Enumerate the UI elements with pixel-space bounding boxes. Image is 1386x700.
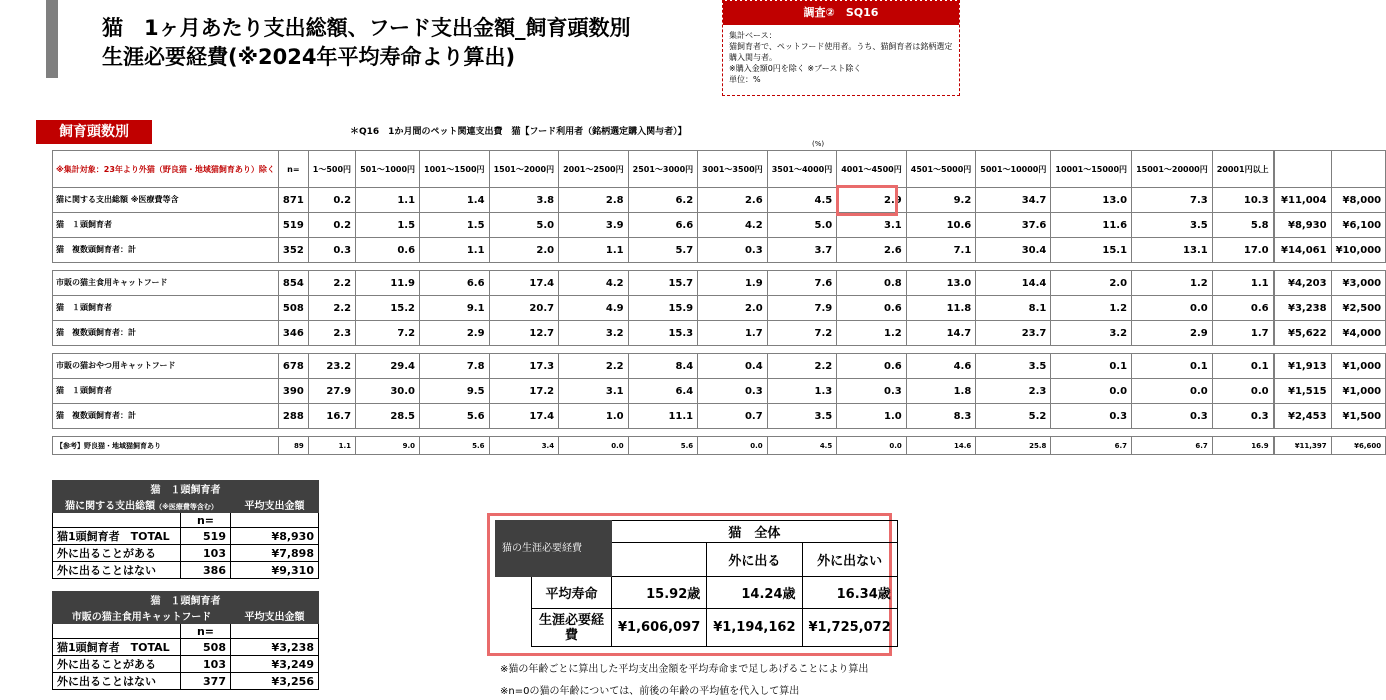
value-cell: 15.3 [628, 321, 698, 346]
corner-label: 猫の生涯必要経費 [496, 521, 612, 577]
value-cell: 3.5 [976, 354, 1051, 379]
value-cell: 16.9 [1212, 437, 1273, 455]
value-cell: 2.2 [308, 271, 355, 296]
value-cell: 25.8 [976, 437, 1051, 455]
value-cell: 2.6 [837, 238, 907, 263]
value-cell: 0.1 [1212, 354, 1273, 379]
value-cell: 7.9 [767, 296, 837, 321]
value-cell: 1.2 [837, 321, 907, 346]
table-row [53, 437, 1386, 455]
table-row [53, 271, 1386, 296]
spacer [53, 263, 1386, 271]
median-cell: ¥6,100 [1331, 213, 1386, 238]
table-row [53, 639, 319, 656]
value-cell: 0.3 [1051, 404, 1132, 429]
page-title [102, 14, 630, 72]
highlight-box [836, 185, 898, 216]
row-label: 【参考】野良猫・地域猫飼育あり [53, 437, 279, 455]
column-header: 15001～20000円 [1132, 151, 1213, 188]
blank-cell [496, 577, 532, 609]
value-cell: 5.0 [489, 213, 559, 238]
n-cell: 390 [278, 379, 308, 404]
value-cell: 0.0 [1051, 379, 1132, 404]
survey-line: 単位：% [729, 75, 761, 84]
value-cell: 34.7 [976, 188, 1051, 213]
value-cell: 2.3 [976, 379, 1051, 404]
value-cell: 7.1 [906, 238, 976, 263]
footnote: ※n=0の猫の年齢については、前後の年齢の平均値を代入して算出 [500, 686, 800, 697]
value-cell: 0.4 [698, 354, 768, 379]
value-cell: 14.24歳 [707, 577, 802, 609]
value-cell: 3.8 [489, 188, 559, 213]
section-label: 飼育頭数別 [36, 120, 152, 144]
value-cell: 4.2 [698, 213, 768, 238]
n-cell: 508 [278, 296, 308, 321]
value-cell: 30.4 [976, 238, 1051, 263]
title-line-1: 猫 1ヶ月あたり支出総額、フード支出金額_飼育頭数別 [102, 16, 631, 40]
value-cell: 10.6 [906, 213, 976, 238]
avg-cell: ¥3,249 [231, 656, 319, 673]
n-cell: 678 [278, 354, 308, 379]
value-cell: 14.7 [906, 321, 976, 346]
table-row [53, 213, 1386, 238]
value-cell: 3.9 [559, 213, 629, 238]
value-cell: 4.6 [906, 354, 976, 379]
value-cell: 2.8 [559, 188, 629, 213]
value-cell: 0.0 [1132, 296, 1213, 321]
value-cell: 0.6 [1212, 296, 1273, 321]
value-cell: 0.8 [837, 271, 907, 296]
value-cell: 7.3 [1132, 188, 1213, 213]
value-cell: 0.0 [698, 437, 768, 455]
value-cell: 2.2 [308, 296, 355, 321]
table-subtitle: 市販の猫主食用キャットフード [53, 608, 231, 624]
column-header: 2001～2500円 [559, 151, 629, 188]
value-cell: 5.6 [420, 404, 490, 429]
value-cell: 1.9 [698, 271, 768, 296]
value-cell: 6.2 [628, 188, 698, 213]
row-label: 猫1頭飼育者 TOTAL [53, 639, 181, 656]
col-header-out: 外に出る [707, 543, 802, 577]
row-label: 猫 １頭飼育者 [53, 379, 279, 404]
single-cat-total-spending-table [52, 480, 319, 579]
column-header: 20001円以上 [1212, 151, 1273, 188]
row-label: 猫1頭飼育者 TOTAL [53, 528, 181, 545]
survey-line: 集計ベース： [729, 31, 777, 40]
row-label: 猫 １頭飼育者 [53, 296, 279, 321]
n-header: n= [181, 513, 231, 528]
footnote: ※猫の年齢ごとに算出した平均支出金額を平均寿命まで足しあげることにより算出 [500, 664, 869, 675]
empty-cell [53, 624, 181, 639]
row-label: 市販の猫おやつ用キャットフード [53, 354, 279, 379]
blank-cell [496, 609, 532, 647]
value-cell: 15.7 [628, 271, 698, 296]
value-cell: 4.9 [559, 296, 629, 321]
value-cell: 2.0 [1051, 271, 1132, 296]
value-cell: 0.3 [1212, 404, 1273, 429]
value-cell: 13.0 [1051, 188, 1132, 213]
spacer [53, 346, 1386, 354]
value-cell: 0.3 [837, 379, 907, 404]
avg-cell: ¥2,453 [1274, 404, 1331, 429]
value-cell: 20.7 [489, 296, 559, 321]
value-cell: 11.8 [906, 296, 976, 321]
value-cell: 17.3 [489, 354, 559, 379]
n-cell: 854 [278, 271, 308, 296]
table-row [53, 404, 1386, 429]
value-cell: 14.4 [976, 271, 1051, 296]
median-cell: ¥3,000 [1331, 271, 1386, 296]
avg-cell: ¥5,622 [1274, 321, 1331, 346]
value-cell: 1.0 [559, 404, 629, 429]
value-cell: 8.3 [906, 404, 976, 429]
median-cell: ¥10,000 [1331, 238, 1386, 263]
table-title: 猫 １頭飼育者 [53, 592, 319, 608]
value-cell: 0.0 [837, 437, 907, 455]
n-cell: 103 [181, 545, 231, 562]
column-header: 5001～10000円 [976, 151, 1051, 188]
column-header: 4501～5000円 [906, 151, 976, 188]
n-header: n= [278, 151, 308, 188]
value-cell: 3.7 [767, 238, 837, 263]
lifetime-cost-table [495, 520, 898, 647]
row-label: 外に出ることはない [53, 673, 181, 690]
value-cell: 6.7 [1132, 437, 1213, 455]
avg-cell: ¥3,256 [231, 673, 319, 690]
value-cell: 4.2 [559, 271, 629, 296]
title-accent-bar [46, 0, 58, 78]
table-row [53, 354, 1386, 379]
n-cell: 103 [181, 656, 231, 673]
value-cell: 11.6 [1051, 213, 1132, 238]
value-cell: 15.92歳 [612, 577, 707, 609]
value-cell: 0.1 [1051, 354, 1132, 379]
table-row [53, 673, 319, 690]
n-cell: 386 [181, 562, 231, 579]
row-label: 猫に関する支出総額 ※医療費等含 [53, 188, 279, 213]
value-cell: 0.0 [559, 437, 629, 455]
separator [53, 346, 1386, 354]
survey-line: ※購入金額0円を除く ※ブースト除く [729, 64, 862, 73]
value-cell: 17.2 [489, 379, 559, 404]
avg-cell: ¥1,515 [1274, 379, 1331, 404]
value-cell: 1.1 [356, 188, 420, 213]
value-cell: ¥1,194,162 [707, 609, 802, 647]
row-label: 外に出ることがある [53, 656, 181, 673]
value-cell: 6.7 [1051, 437, 1132, 455]
value-cell: 16.34歳 [802, 577, 897, 609]
value-cell: 0.3 [1132, 404, 1213, 429]
group-header: 猫 全体 [612, 521, 898, 543]
column-header: 10001～15000円 [1051, 151, 1132, 188]
median-cell: ¥4,000 [1331, 321, 1386, 346]
value-cell: 14.6 [906, 437, 976, 455]
value-cell: 13.0 [906, 271, 976, 296]
table-subtitle [53, 497, 231, 513]
value-cell: 7.8 [420, 354, 490, 379]
avg-cell: ¥4,203 [1274, 271, 1331, 296]
survey-line: 猫飼育者で、ペットフード使用者。うち、猫飼育者は銘柄選定購入関与者。 [729, 42, 953, 62]
value-cell: 6.4 [628, 379, 698, 404]
survey-description [723, 25, 959, 90]
row-label: 猫 複数頭飼育者：計 [53, 238, 279, 263]
value-cell: 2.9 [420, 321, 490, 346]
value-cell: 1.7 [1212, 321, 1273, 346]
row-label: 外に出ることがある [53, 545, 181, 562]
value-cell: 2.3 [308, 321, 355, 346]
avg-cell: ¥8,930 [1274, 213, 1331, 238]
empty-cell [231, 513, 319, 528]
avg-cell: ¥11,397 [1274, 437, 1331, 455]
row-label: 猫 複数頭飼育者：計 [53, 404, 279, 429]
value-cell: 1.1 [1212, 271, 1273, 296]
value-cell: 3.2 [1051, 321, 1132, 346]
value-cell: 1.4 [420, 188, 490, 213]
sample-note: ※集計対象：23年より外猫（野良猫・地域猫飼育あり）除く [53, 151, 279, 188]
survey-label: 調査② SQ16 [723, 1, 959, 25]
n-cell: 288 [278, 404, 308, 429]
value-cell: 0.3 [308, 238, 355, 263]
column-header: 2501～3000円 [628, 151, 698, 188]
value-cell: 10.3 [1212, 188, 1273, 213]
value-cell: 1.2 [1132, 271, 1213, 296]
value-cell: 30.0 [356, 379, 420, 404]
value-cell: 0.0 [1132, 379, 1213, 404]
value-cell: 9.1 [420, 296, 490, 321]
subtitle-note: （※医療費等含む） [155, 503, 218, 511]
column-header: 3501～4000円 [767, 151, 837, 188]
value-cell: 12.7 [489, 321, 559, 346]
column-header: 501～1000円 [356, 151, 420, 188]
row-label-lifespan: 平均寿命 [532, 577, 612, 609]
value-cell: 13.1 [1132, 238, 1213, 263]
value-cell: 3.2 [559, 321, 629, 346]
value-cell: 9.5 [420, 379, 490, 404]
avg-cell: ¥1,913 [1274, 354, 1331, 379]
value-cell: 5.7 [628, 238, 698, 263]
value-cell: 16.7 [308, 404, 355, 429]
row-label: 猫 複数頭飼育者：計 [53, 321, 279, 346]
value-cell: 1.8 [906, 379, 976, 404]
spending-by-household-table [52, 150, 1386, 455]
value-cell: 0.6 [837, 296, 907, 321]
value-cell: 17.4 [489, 404, 559, 429]
value-cell: 3.4 [489, 437, 559, 455]
row-label: 市販の猫主食用キャットフード [53, 271, 279, 296]
n-cell: 519 [181, 528, 231, 545]
value-cell: 6.6 [420, 271, 490, 296]
value-cell: 1.2 [1051, 296, 1132, 321]
median-cell: ¥1,500 [1331, 404, 1386, 429]
value-cell: 17.0 [1212, 238, 1273, 263]
table-row [53, 545, 319, 562]
avg-cell: ¥11,004 [1274, 188, 1331, 213]
subtitle-text: 猫に関する支出総額 [65, 501, 156, 512]
value-cell: 29.4 [356, 354, 420, 379]
value-cell: 8.4 [628, 354, 698, 379]
empty-cell [53, 513, 181, 528]
header-row [53, 151, 1386, 188]
value-cell: 1.3 [767, 379, 837, 404]
value-cell: 7.6 [767, 271, 837, 296]
value-cell: 28.5 [356, 404, 420, 429]
value-cell: ¥1,725,072 [802, 609, 897, 647]
table-title: 猫 １頭飼育者 [53, 481, 319, 497]
n-cell: 352 [278, 238, 308, 263]
value-cell: 27.9 [308, 379, 355, 404]
value-cell: 0.0 [1212, 379, 1273, 404]
spacer [53, 429, 1386, 437]
value-cell: 0.1 [1132, 354, 1213, 379]
value-cell: 0.3 [698, 379, 768, 404]
n-cell: 89 [278, 437, 308, 455]
value-cell: 15.1 [1051, 238, 1132, 263]
title-line-2: 生涯必要経費(※2024年平均寿命より算出) [102, 45, 516, 69]
value-cell: 2.6 [698, 188, 768, 213]
value-cell: 5.8 [1212, 213, 1273, 238]
value-cell: 2.2 [559, 354, 629, 379]
value-cell: 15.9 [628, 296, 698, 321]
table-row [53, 379, 1386, 404]
median-header: 中央値 [1331, 151, 1386, 188]
value-cell: 3.5 [767, 404, 837, 429]
table-row [53, 238, 1386, 263]
table-row [53, 188, 1386, 213]
survey-info-box [722, 0, 960, 96]
median-cell: ¥8,000 [1331, 188, 1386, 213]
n-cell: 871 [278, 188, 308, 213]
n-cell: 519 [278, 213, 308, 238]
value-cell: 1.0 [837, 404, 907, 429]
value-cell: 11.9 [356, 271, 420, 296]
single-cat-food-spending-table [52, 591, 319, 690]
value-cell: 1.5 [356, 213, 420, 238]
value-cell: 7.2 [767, 321, 837, 346]
table-row [53, 321, 1386, 346]
value-cell: 11.1 [628, 404, 698, 429]
avg-cell: ¥14,061 [1274, 238, 1331, 263]
value-cell: 0.2 [308, 188, 355, 213]
value-cell: 2.2 [767, 354, 837, 379]
avg-cell: ¥3,238 [1274, 296, 1331, 321]
value-cell: 2.0 [698, 296, 768, 321]
value-cell: 9.0 [356, 437, 420, 455]
value-cell: 0.3 [698, 238, 768, 263]
row-label: 外に出ることはない [53, 562, 181, 579]
value-cell: 3.1 [559, 379, 629, 404]
value-cell: ¥1,606,097 [612, 609, 707, 647]
table-row [53, 528, 319, 545]
avg-header: 平均支出金額 [231, 497, 319, 513]
value-cell: 9.2 [906, 188, 976, 213]
value-cell: 5.0 [767, 213, 837, 238]
value-cell: 0.7 [698, 404, 768, 429]
median-cell: ¥1,000 [1331, 354, 1386, 379]
value-cell: 23.7 [976, 321, 1051, 346]
table-row [53, 656, 319, 673]
n-cell: 508 [181, 639, 231, 656]
table-row [53, 562, 319, 579]
row-label-lifetime-cost: 生涯必要経費 [532, 609, 612, 647]
avg-header: 平均支出金額 [1274, 151, 1331, 188]
value-cell: 3.1 [837, 213, 907, 238]
avg-cell: ¥8,930 [231, 528, 319, 545]
value-cell: 3.5 [1132, 213, 1213, 238]
value-cell: 5.2 [976, 404, 1051, 429]
value-cell: 17.4 [489, 271, 559, 296]
value-cell: 5.6 [420, 437, 490, 455]
avg-cell: ¥7,898 [231, 545, 319, 562]
n-header: n= [181, 624, 231, 639]
n-cell: 346 [278, 321, 308, 346]
value-cell: 15.2 [356, 296, 420, 321]
column-header: 1～500円 [308, 151, 355, 188]
value-cell: 1.1 [308, 437, 355, 455]
n-cell: 377 [181, 673, 231, 690]
row-label: 猫 １頭飼育者 [53, 213, 279, 238]
value-cell: 0.6 [837, 354, 907, 379]
median-cell: ¥2,500 [1331, 296, 1386, 321]
value-cell: 0.6 [356, 238, 420, 263]
separator [53, 429, 1386, 437]
value-cell: 8.1 [976, 296, 1051, 321]
avg-header: 平均支出金額 [231, 608, 319, 624]
value-cell: 4.5 [767, 437, 837, 455]
value-cell: 1.7 [698, 321, 768, 346]
separator [53, 263, 1386, 271]
value-cell: 1.1 [420, 238, 490, 263]
value-cell: 1.5 [420, 213, 490, 238]
value-cell: 2.9 [1132, 321, 1213, 346]
blank-header [612, 543, 707, 577]
value-cell: 37.6 [976, 213, 1051, 238]
avg-cell: ¥3,238 [231, 639, 319, 656]
median-cell: ¥1,000 [1331, 379, 1386, 404]
table-row [53, 296, 1386, 321]
col-header-in: 外に出ない [802, 543, 897, 577]
question-caption: ＊Q16 1か月間のペット関連支出費 猫【フード利用者（銘柄選定購入関与者）】 [350, 127, 687, 137]
column-header: 1001～1500円 [420, 151, 490, 188]
column-header: 4001～4500円 [837, 151, 907, 188]
value-cell: 7.2 [356, 321, 420, 346]
value-cell: 23.2 [308, 354, 355, 379]
column-header: 1501～2000円 [489, 151, 559, 188]
empty-cell [231, 624, 319, 639]
value-cell: 2.9 [837, 188, 907, 213]
column-header: 3001～3500円 [698, 151, 768, 188]
value-cell: 0.2 [308, 213, 355, 238]
value-cell: 2.0 [489, 238, 559, 263]
median-cell: ¥6,600 [1331, 437, 1386, 455]
value-cell: 5.6 [628, 437, 698, 455]
value-cell: 4.5 [767, 188, 837, 213]
value-cell: 1.1 [559, 238, 629, 263]
percent-unit-note: (%) [812, 140, 825, 148]
value-cell: 6.6 [628, 213, 698, 238]
avg-cell: ¥9,310 [231, 562, 319, 579]
